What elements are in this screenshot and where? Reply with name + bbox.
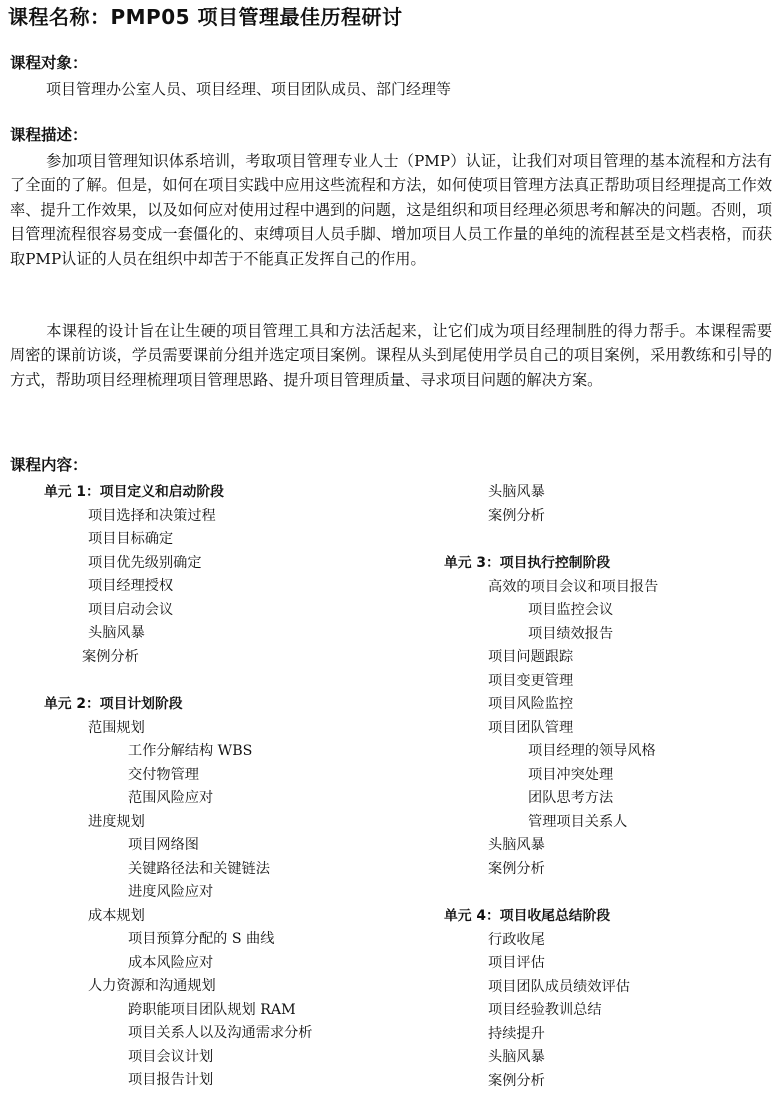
list-item: 项目经验教训总结	[488, 1002, 602, 1018]
list-item: 案例分析	[82, 648, 139, 665]
list-item: 项目监控会议	[528, 602, 614, 618]
unit-2-title: 单元 2：项目计划阶段	[44, 696, 183, 712]
list-item: 项目评估	[488, 955, 545, 971]
list-item: 人力资源和沟通规划	[88, 978, 216, 994]
list-item: 项目变更管理	[488, 672, 574, 689]
list-item: 项目团队管理	[488, 719, 574, 736]
list-item: 关键路径法和关键链法	[128, 860, 270, 877]
list-item: 头脑风暴	[488, 1049, 545, 1065]
list-item: 头脑风暴	[88, 625, 145, 641]
list-item: 成本规划	[88, 907, 145, 924]
list-item: 范围规划	[88, 719, 145, 736]
list-item: 交付物管理	[128, 766, 199, 783]
list-item: 高效的项目会议和项目报告	[488, 578, 659, 595]
list-item: 项目报告计划	[128, 1072, 214, 1088]
description-paragraph-1-text: 参加项目管理知识体系培训，考取项目管理专业人士（PMP）认证，让我们对项目管理的基本流程和方法有了全面的了解。但是，如何在项目实践中应用这些流程和方法，如何使项目管理方法真正帮助项目经理提高工作效率、提升工作效果，以及如何应对使用过程中遇到的问题，这是组织和项目经理必须思考和解决的问题。否则，项目管理流程很容易变成一套僵化的、束缚项目人员手脚、增加项目人员工作量的单纯的流程甚至是文档表格，而获取PMP认证的人员在组织中却苦于不能真正发挥自己的作用。	[10, 152, 772, 268]
list-item: 工作分解结构 WBS	[128, 743, 253, 759]
list-item: 跨职能项目团队规划 RAM	[128, 1001, 296, 1018]
content-heading: 课程内容：	[10, 456, 88, 474]
list-item: 项目经理的领导风格	[528, 743, 656, 759]
list-item: 范围风险应对	[128, 790, 214, 806]
list-item: 项目会议计划	[128, 1048, 214, 1065]
list-item: 管理项目关系人	[528, 813, 628, 830]
list-item: 项目选择和决策过程	[88, 507, 216, 524]
unit-1-title: 单元 1：项目定义和启动阶段	[44, 484, 224, 500]
list-item: 持续提升	[488, 1025, 545, 1042]
content-right-column	[444, 481, 774, 1093]
list-item: 项目团队成员绩效评估	[488, 978, 630, 995]
list-item: 项目网络图	[128, 837, 199, 853]
list-item: 头脑风暴	[488, 837, 545, 853]
list-item: 进度规划	[88, 813, 145, 830]
list-item: 进度风险应对	[128, 884, 214, 900]
list-item: 项目冲突处理	[528, 766, 614, 783]
unit-4-title: 单元 4：项目收尾总结阶段	[444, 908, 611, 924]
course-title: 课程名称：PMP05 项目管理最佳历程研讨	[8, 5, 403, 29]
audience-text: 项目管理办公室人员、项目经理、项目团队成员、部门经理等	[46, 80, 452, 98]
unit-3-title: 单元 3：项目执行控制阶段	[444, 555, 611, 571]
description-paragraph-2-text: 本课程的设计旨在让生硬的项目管理工具和方法活起来，让它们成为项目经理制胜的得力帮手。本课程需要周密的课前访谈，学员需要课前分组并选定项目案例。课程从头到尾使用学员自己的项目案例，采用教练和引导的方式，帮助项目经理梳理项目管理思路、提升项目管理质量、寻求项目问题的解决方案。	[10, 322, 772, 389]
list-item: 项目经理授权	[88, 578, 174, 594]
list-item: 头脑风暴	[488, 484, 545, 500]
list-item: 项目关系人以及沟通需求分析	[128, 1025, 313, 1041]
list-item: 案例分析	[488, 1072, 545, 1089]
description-paragraph-1	[10, 149, 772, 271]
list-item: 项目目标确定	[88, 531, 174, 547]
list-item: 项目优先级别确定	[88, 554, 202, 571]
list-item: 项目启动会议	[88, 601, 174, 618]
description-paragraph-2	[10, 319, 772, 392]
list-item: 成本风险应对	[128, 954, 214, 971]
list-item: 项目绩效报告	[528, 625, 614, 642]
list-item: 案例分析	[488, 860, 545, 877]
list-item: 项目预算分配的 S 曲线	[128, 931, 275, 947]
list-item: 行政收尾	[488, 931, 545, 948]
audience-heading: 课程对象：	[10, 54, 88, 72]
content-left-column	[44, 481, 404, 1093]
list-item: 项目风险监控	[488, 696, 574, 712]
list-item: 案例分析	[488, 507, 545, 524]
list-item: 项目问题跟踪	[488, 649, 574, 665]
list-item: 团队思考方法	[528, 790, 614, 806]
description-heading: 课程描述：	[10, 126, 88, 144]
